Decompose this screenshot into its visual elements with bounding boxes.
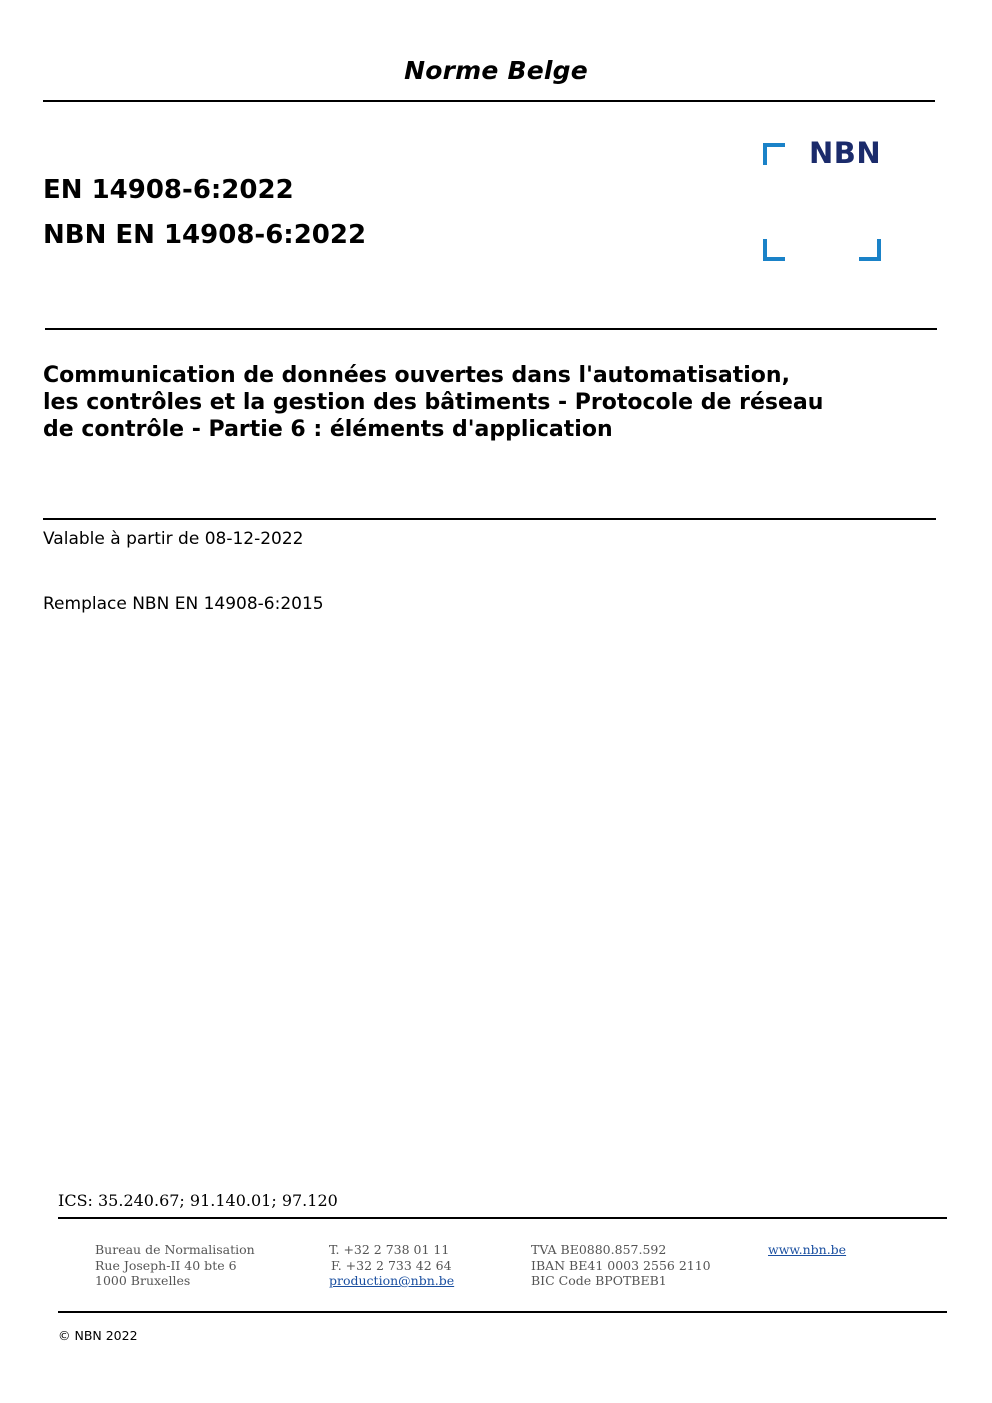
document-title-line: de contrôle - Partie 6 : éléments d'application bbox=[43, 417, 613, 442]
footer-bank bbox=[531, 1242, 711, 1289]
logo-bracket-bottom-left-icon bbox=[763, 239, 785, 261]
email-link[interactable]: production@nbn.be bbox=[329, 1273, 455, 1288]
phone-number: T. +32 2 738 01 11 bbox=[329, 1242, 450, 1257]
fax-number: F. +32 2 733 42 64 bbox=[331, 1257, 452, 1273]
document-title-line: Communication de données ouvertes dans l'automatisation, bbox=[43, 363, 790, 388]
address-line: Bureau de Normalisation bbox=[95, 1242, 255, 1257]
footer-address bbox=[95, 1242, 255, 1289]
address-line: Rue Joseph-II 40 bte 6 bbox=[95, 1257, 237, 1273]
website-link[interactable]: www.nbn.be bbox=[768, 1242, 847, 1257]
bank-line: IBAN BE41 0003 2556 2110 bbox=[531, 1257, 711, 1273]
document-title bbox=[43, 362, 923, 443]
logo-bracket-top-left-icon bbox=[763, 143, 785, 165]
standard-code-en: EN 14908-6:2022 bbox=[43, 175, 294, 205]
title-top-divider bbox=[45, 328, 937, 330]
document-title-line: les contrôles et la gestion des bâtiments - Protocole de réseau bbox=[43, 390, 824, 415]
bank-line: BIC Code BPOTBEB1 bbox=[531, 1273, 667, 1288]
page-header-title: Norme Belge bbox=[404, 56, 588, 85]
replaces-text: Remplace NBN EN 14908-6:2015 bbox=[43, 594, 324, 614]
title-bottom-divider bbox=[43, 518, 936, 520]
logo-bracket-bottom-right-icon bbox=[859, 239, 881, 261]
standard-code-nbn: NBN EN 14908-6:2022 bbox=[43, 220, 367, 250]
footer-website bbox=[768, 1242, 846, 1258]
address-line: 1000 Bruxelles bbox=[95, 1273, 191, 1288]
copyright-text: © NBN 2022 bbox=[58, 1328, 138, 1343]
nbn-logo-text: NBN bbox=[809, 136, 882, 170]
header-divider bbox=[43, 100, 935, 102]
footer-contact bbox=[329, 1242, 454, 1289]
valid-from-text: Valable à partir de 08-12-2022 bbox=[43, 529, 304, 549]
bank-line: TVA BE0880.857.592 bbox=[531, 1242, 667, 1257]
footer-top-divider bbox=[58, 1217, 947, 1219]
footer-bottom-divider bbox=[58, 1311, 947, 1313]
ics-codes: ICS: 35.240.67; 91.140.01; 97.120 bbox=[58, 1191, 338, 1210]
